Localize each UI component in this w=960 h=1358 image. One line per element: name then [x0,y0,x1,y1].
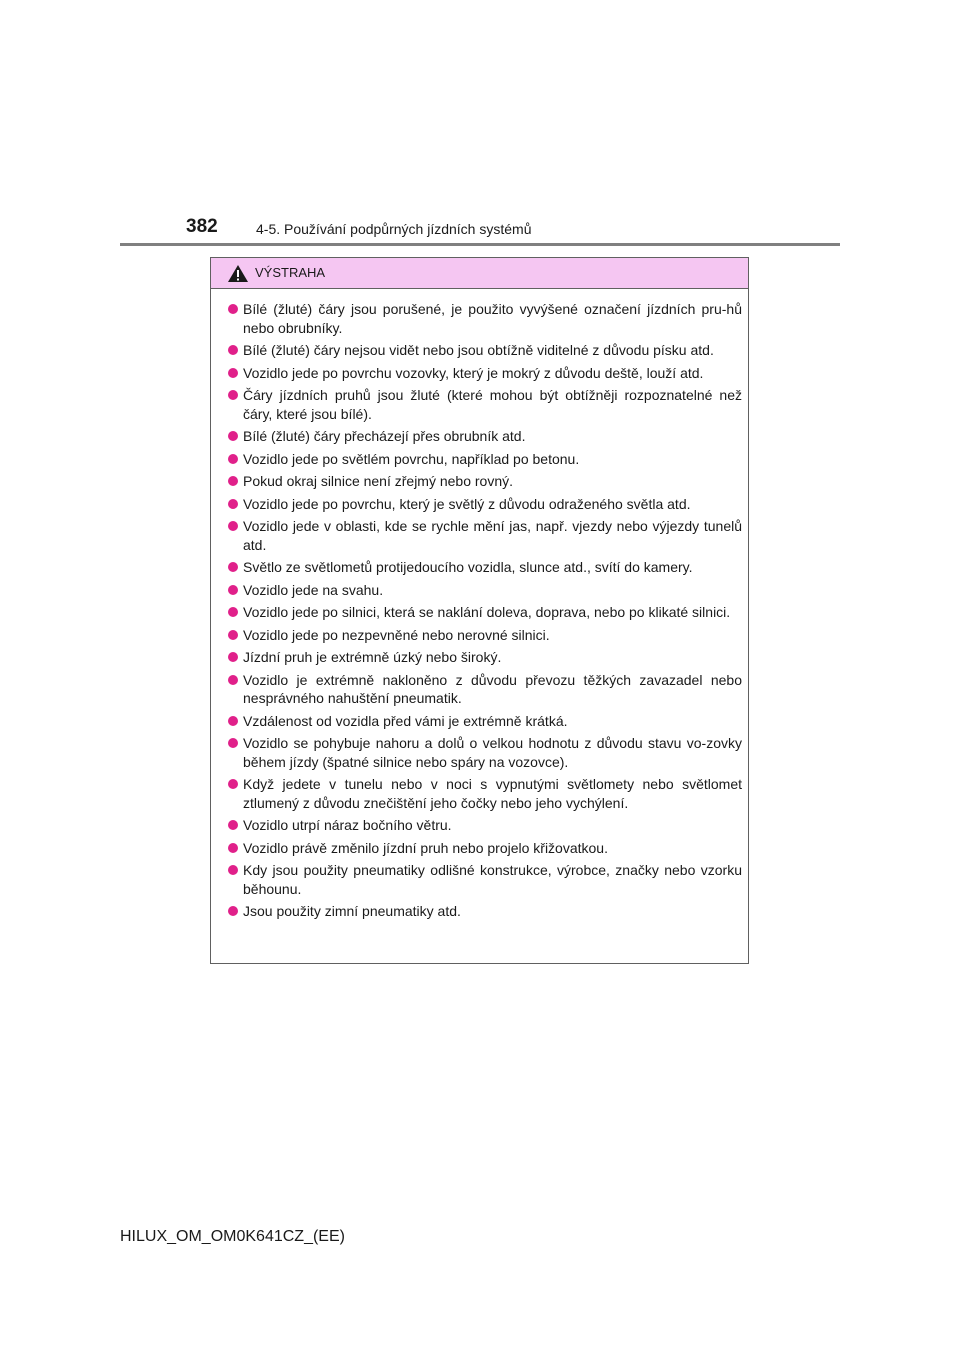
warning-item-text: Vozidlo jede po světlém povrchu, například po betonu. [243,450,580,467]
warning-item-text: Vozidlo jede po silnici, která se naklání doleva, doprava, nebo po klikaté silnici. [243,604,731,620]
warning-item-text: Vozidlo jede po povrchu, který je světlý z důvodu odraženého světla atd. [243,495,691,512]
warning-item-text: Vozidlo jede po povrchu vozovky, který je mokrý z důvodu deště, louží atd. [243,364,704,381]
warning-list-item [228,816,742,835]
warning-list-item [228,558,742,577]
warning-list-item [228,364,742,383]
warning-list-item [228,300,742,337]
bullet-icon [228,304,238,314]
warning-item-text: Vozidlo se pohybuje nahoru a dolů o velkou hodnotu z důvodu stavu vo-zovky během jízdy (špatné silnice nebo spáry na vozovce). [243,735,742,770]
bullet-icon [228,906,238,916]
warning-item-text: Vozidlo právě změnilo jízdní pruh nebo projelo křižovatkou. [243,839,608,856]
bullet-icon [228,607,238,617]
warning-label: VÝSTRAHA [255,265,326,280]
warning-item-text: Vzdálenost od vozidla před vámi je extrémně krátká. [243,712,568,729]
warning-list-item [228,902,742,921]
bullet-icon [228,431,238,441]
warning-item-text: Vozidlo je extrémně nakloněno z důvodu převozu těžkých zavazadel nebo nesprávného nahuštění pneumatik. [243,671,742,706]
warning-list [211,289,748,921]
document-code: HILUX_OM_OM0K641CZ_(EE) [120,1228,345,1245]
bullet-icon [228,865,238,875]
warning-list-item [228,734,742,771]
bullet-icon [228,585,238,595]
section-title: 4-5. Používání podpůrných jízdních systémů [256,221,532,237]
warning-item-text: Vozidlo jede na svahu. [243,581,384,598]
bullet-icon [228,630,238,640]
warning-item-text: Kdy jsou použity pneumatiky odlišné konstrukce, výrobce, značky nebo vzorku běhounu. [243,862,742,897]
bullet-icon [228,779,238,789]
warning-header [211,258,748,289]
bullet-icon [228,652,238,662]
warning-triangle-icon [227,264,249,283]
bullet-icon [228,499,238,509]
warning-box [210,257,749,964]
warning-item-text: Vozidlo utrpí náraz bočního větru. [243,817,452,833]
bullet-icon [228,820,238,830]
warning-item-text: Vozidlo jede v oblasti, kde se rychle mění jas, např. vjezdy nebo výjezdy tunelů atd. [243,518,742,553]
bullet-icon [228,675,238,685]
warning-item-text: Bílé (žluté) čáry jsou porušené, je použito vyvýšené označení jízdních pru-hů nebo obrubníky. [243,301,742,336]
bullet-icon [228,521,238,531]
warning-list-item [228,450,742,469]
warning-list-item [228,341,742,360]
warning-item-text: Bílé (žluté) čáry přecházejí přes obrubník atd. [243,428,526,444]
warning-list-item [228,603,742,622]
warning-list-item [228,861,742,898]
warning-list-item [228,712,742,731]
warning-list-item [228,775,742,812]
bullet-icon [228,562,238,572]
bullet-icon [228,454,238,464]
bullet-icon [228,345,238,355]
warning-list-item [228,517,742,554]
page-number: 382 [186,216,218,237]
warning-item-text: Světlo ze světlometů protijedoucího vozidla, slunce atd., svítí do kamery. [243,559,693,575]
warning-list-item [228,839,742,858]
header-divider [120,243,840,246]
warning-list-item [228,427,742,446]
warning-list-item [228,472,742,491]
warning-item-text: Jsou použity zimní pneumatiky atd. [243,903,461,919]
warning-list-item [228,386,742,423]
bullet-icon [228,843,238,853]
bullet-icon [228,368,238,378]
warning-item-text: Čáry jízdních pruhů jsou žluté (které mohou být obtížněji rozpoznatelné než čáry, které jsou bílé). [243,387,742,422]
bullet-icon [228,476,238,486]
warning-list-item [228,626,742,645]
warning-list-item [228,671,742,708]
warning-item-text: Jízdní pruh je extrémně úzký nebo široký. [243,649,502,665]
warning-item-text: Vozidlo jede po nezpevněné nebo nerovné silnici. [243,626,550,643]
bullet-icon [228,390,238,400]
warning-list-item [228,648,742,667]
warning-item-text: Když jedete v tunelu nebo v noci s vypnutými světlomety nebo světlomet ztlumený z důvodu znečištění jeho čočky nebo jeho vychýlení. [243,776,742,811]
warning-item-text: Bílé (žluté) čáry nejsou vidět nebo jsou obtížně viditelné z důvodu písku atd. [243,342,714,358]
warning-list-item [228,495,742,514]
warning-item-text: Pokud okraj silnice není zřejmý nebo rovný. [243,473,514,489]
bullet-icon [228,716,238,726]
warning-list-item [228,581,742,600]
bullet-icon [228,738,238,748]
